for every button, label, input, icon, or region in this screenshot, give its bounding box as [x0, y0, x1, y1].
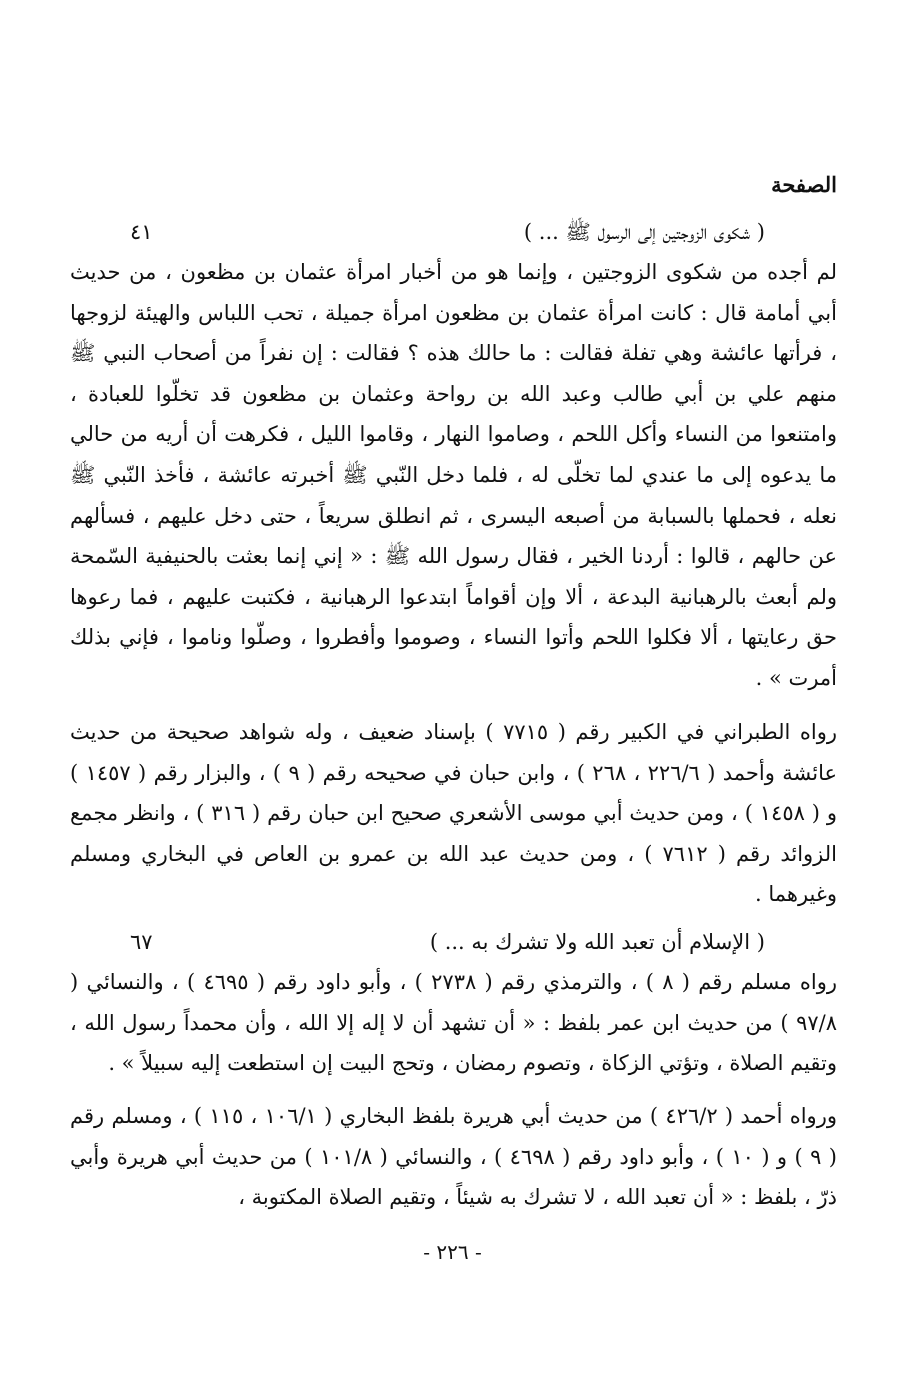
paragraph: ورواه أحمد ( ٤٢٦/٢ ) من حديث أبي هريرة بلفظ البخاري ( ١٠٦/١ ، ١١٥ ) ، ومسلم رقم ( ٩ ) و ( ١٠ ) ، وأبو داود رقم ( ٤٦٩٨ ) ، والنسائي ( ١٠١/٨ ) من حديث أبي هريرة وأبي ذرّ ، بلفظ : « أن تعبد الله ، لا تشرك به شيئاً ، وتقيم الصلاة المكتوبة ، — [70, 1104, 837, 1210]
paragraph: لم أجده من شكوى الزوجتين ، وإنما هو من أخبار امرأة عثمان بن مظعون ، من حديث أبي أمامة قال : كانت امرأة عثمان بن مظعون امرأة جميلة ، تحب اللباس والهيئة لزوجها ، فرأتها عائشة وهي تفلة فقالت : ما حالك هذه ؟ فقالت : إن نفراً من أصحاب النبي ﷺ منهم علي بن أبي طالب وعبد الله بن رواحة وعثمان بن مظعون قد تخلّوا للعبادة ، وامتنعوا من النساء وأكل اللحم ، وصاموا النهار ، وقاموا الليل ، فكرهت أن أريه من حالي ما يدعوه إلى ما عندي لما تخلّى له ، فلما دخل النّبي ﷺ أخبرته عائشة ، فأخذ النّبي ﷺ نعله ، فحملها بالسبابة من أصبعه اليسرى ، ثم انطلق سريعاً ، حتى دخل عليهم ، فسألهم عن حالهم ، قالوا : أردنا الخير ، فقال رسول الله ﷺ : « إني إنما بعثت بالحنيفية السّمحة ولم أبعث بالرهبانية البدعة ، ألا وإن أقواماً ابتدعوا الرهبانية ، فكتبت عليهم ، فما رعوها حق رعايتها ، ألا فكلوا اللحم وأتوا النساء ، وصوموا وأفطروا ، وصلّوا وناموا ، فإني بذلك أمرت » . — [70, 260, 837, 690]
paragraph: رواه الطبراني في الكبير رقم ( ٧٧١٥ ) بإسناد ضعيف ، وله شواهد صحيحة من حديث عائشة وأحمد ( ٢٢٦/٦ ، ٢٦٨ ) ، وابن حبان في صحيحه رقم ( ٩ ) ، والبزار رقم ( ١٤٥٧ ) و ( ١٤٥٨ ) ، ومن حديث أبي موسى الأشعري صحيح ابن حبان رقم ( ٣١٦ ) ، وانظر مجمع الزوائد رقم ( ٧٦١٢ ) ، ومن حديث عبد الله بن عمرو بن العاص في البخاري ومسلم وغيرهما . — [70, 720, 838, 907]
entry-page-ref: ٤١ — [130, 220, 153, 244]
page-number: - ٢٢٦ - — [423, 1240, 482, 1264]
paragraph: رواه مسلم رقم ( ٨ ) ، والترمذي رقم ( ٢٧٣٨ ) ، وأبو داود رقم ( ٤٦٩٥ ) ، والنسائي ( ٩٧/٨ ) من حديث ابن عمر بلفظ : « أن تشهد أن لا إله إلا الله ، وأن محمداً رسول الله ، وتقيم الصلاة ، وتؤتي الزكاة ، وتصوم رمضان ، وتحج البيت إن استطعت إليه سبيلاً » . — [70, 970, 837, 1076]
entry-page-ref: ٦٧ — [130, 930, 153, 954]
entry-heading — [130, 924, 765, 960]
entry-title: ( الإسلام أن تعبد الله ولا تشرك به ... ) — [429, 930, 765, 954]
entry-title: ( شكوى الزوجتين إلى الرسول ﷺ ... ) — [523, 220, 765, 244]
entry-heading — [130, 214, 765, 250]
column-header-page: الصفحة — [771, 172, 837, 197]
